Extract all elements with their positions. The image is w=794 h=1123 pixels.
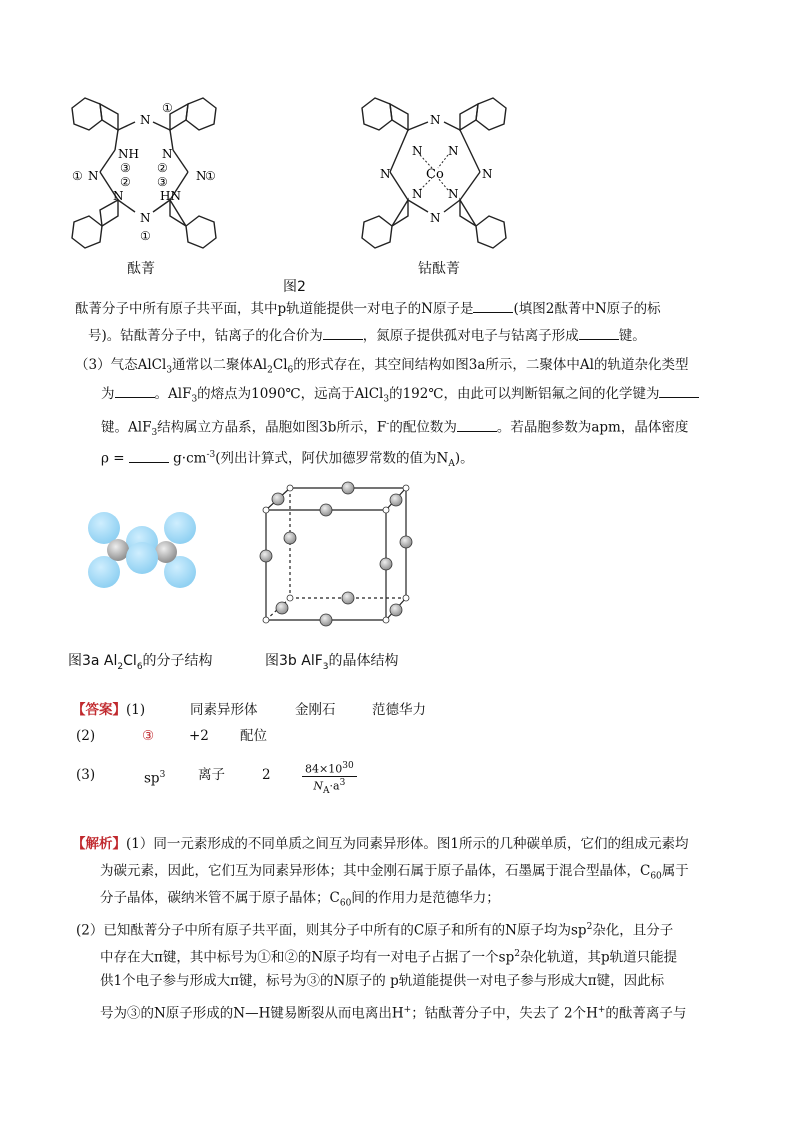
answer-1a: 同素异形体 (190, 702, 258, 718)
analysis-p2-line3: 供1个电子参与形成大π键，标号为③的N原子的 p轨道能提供一对电子参与形成大π键，因此标 (100, 973, 665, 989)
q3-line4: $\rho = g\cdot cm^{-3}$(列出计算式，阿伏加德罗常数的值为$N_A$)。 (101, 442, 474, 478)
blank-5 (659, 383, 699, 398)
figure-2-caption: 图2 (283, 279, 306, 295)
alf3-atoms (260, 482, 412, 626)
figure-3-drawings (60, 470, 440, 630)
co-atom-n-ur: N (448, 144, 459, 158)
answer-3b: 离子 (198, 767, 225, 783)
analysis-p2-line4: 号为③的N原子形成的N—H键易断裂从而电离出H+；钴酞菁分子中，失去了 2个H+的酞菁离子与 (100, 1005, 687, 1022)
marker-1-bottom: ① (140, 229, 151, 243)
answer-2c: 配位 (240, 728, 267, 744)
q3-line2: 为 。AlF$_3$的熔点为1090℃，远高于AlCl$_3$的192℃，由此可以判断铝氟之间的化学键为 (101, 381, 699, 414)
co-atom-n-bottom: N (430, 211, 441, 225)
co-atom-n-top: N (430, 113, 441, 127)
q3-line3: 键。AlF$_3$结构属立方晶系，晶胞如图3b所示，F-的配位数为 。若晶胞参数为apm，晶体密度 (101, 411, 688, 447)
analysis-p1-line3: 分子晶体，碳纳米管不属于原子晶体；$C_{60}$间的作用力是范德华力； (100, 890, 500, 909)
blank-7 (129, 448, 169, 463)
analysis-p1-line1: 【解析】(1）同一元素形成的不同单质之间互为同素异形体。图1所示的几种碳单质，它们的组成元素均 (72, 836, 689, 852)
marker-3-right: ③ (157, 175, 168, 189)
marker-3-left: ③ (120, 161, 131, 175)
marker-1-right: ① (205, 169, 216, 183)
co-atom-n-ll: N (412, 187, 423, 201)
figure-3b-caption: 图3b AlF$_3$的晶体结构 (265, 653, 399, 672)
co-atom-n-ul: N (412, 144, 423, 158)
atom-nh: NH (118, 147, 139, 161)
analysis-p2-line2: 中存在大π键，其中标号为①和②的N原子均有一对电子占据了一个$sp^2$杂化轨道，其p轨道只能提 (100, 949, 678, 966)
analysis-p1-line2: 为碳元素，因此，它们互为同素异形体；其中金刚石属于原子晶体，石墨属于混合型晶体，$C_{60}$属于 (100, 863, 689, 882)
atom-n-inner-right: N (162, 147, 173, 161)
answer-3-num: (3) (76, 767, 96, 783)
answer-row-1: 【答案】(1) (72, 702, 146, 718)
marker-2-left: ② (120, 175, 131, 189)
co-atom-n-right: N (482, 167, 493, 181)
blank-4 (115, 383, 155, 398)
answer-2b: +2 (189, 728, 209, 744)
blank-2 (323, 325, 363, 340)
paragraph1-line1: 酞菁分子中所有原子共平面，其中p轨道能提供一对电子的N原子是 (填图2酞菁中N原子的标 (75, 296, 661, 323)
figure-3a-caption: 图3a $Al_2Cl_6$的分子结构 (68, 653, 213, 672)
analysis-tag: 【解析】 (72, 836, 126, 852)
answer-tag: 【答案】 (72, 702, 126, 718)
co-atom-n-left: N (380, 167, 391, 181)
cobalt-phthalocyanine-label: 钴酞菁 (418, 261, 460, 277)
paragraph1-line2: 号)。钴酞菁分子中，钴离子的化合价为 ，氮原子提供孤对电子与钴离子形成 键。 (88, 323, 646, 350)
figure-2-structures (0, 0, 794, 300)
marker-2-right: ② (157, 161, 168, 175)
blank-6 (457, 417, 497, 432)
atom-n-right: N (196, 169, 207, 183)
answer-2a: ③ (142, 728, 155, 744)
atom-n-inner-left: N (113, 189, 124, 203)
blank-1 (473, 298, 513, 313)
answer-2-num: (2) (76, 728, 96, 744)
atom-hn: HN (160, 189, 181, 203)
answer-1b: 金刚石 (295, 702, 336, 718)
cobalt-atom: Co (426, 167, 444, 182)
co-atom-n-lr: N (448, 187, 459, 201)
atom-n-bottom: N (140, 211, 151, 225)
answer-1c: 范德华力 (372, 702, 426, 718)
answer-3c: 2 (262, 767, 271, 783)
answer-3-density-fraction: $\frac{84\times 10^{30}}{N_A\cdot a^3}$ (302, 760, 357, 798)
atom-n-left: N (88, 169, 99, 183)
phthalocyanine-label: 酞菁 (127, 261, 155, 277)
marker-1-top: ① (162, 101, 173, 115)
atom-n-top: N (140, 113, 151, 127)
q3-line1: （3）气态AlCl$_3$通常以二聚体$Al_2Cl_6$的形式存在，其空间结构如图3a所示，二聚体中Al的轨道杂化类型 (75, 357, 689, 376)
answer-3a: $sp^3$ (144, 770, 166, 787)
analysis-p2-line1: (2）已知酞菁分子中所有原子共平面，则其分子中所有的C原子和所有的N原子均为$sp^2$杂化，且分子 (76, 922, 674, 939)
marker-1-left: ① (72, 169, 83, 183)
al2cl6-molecule (88, 512, 196, 588)
blank-3 (579, 325, 619, 340)
